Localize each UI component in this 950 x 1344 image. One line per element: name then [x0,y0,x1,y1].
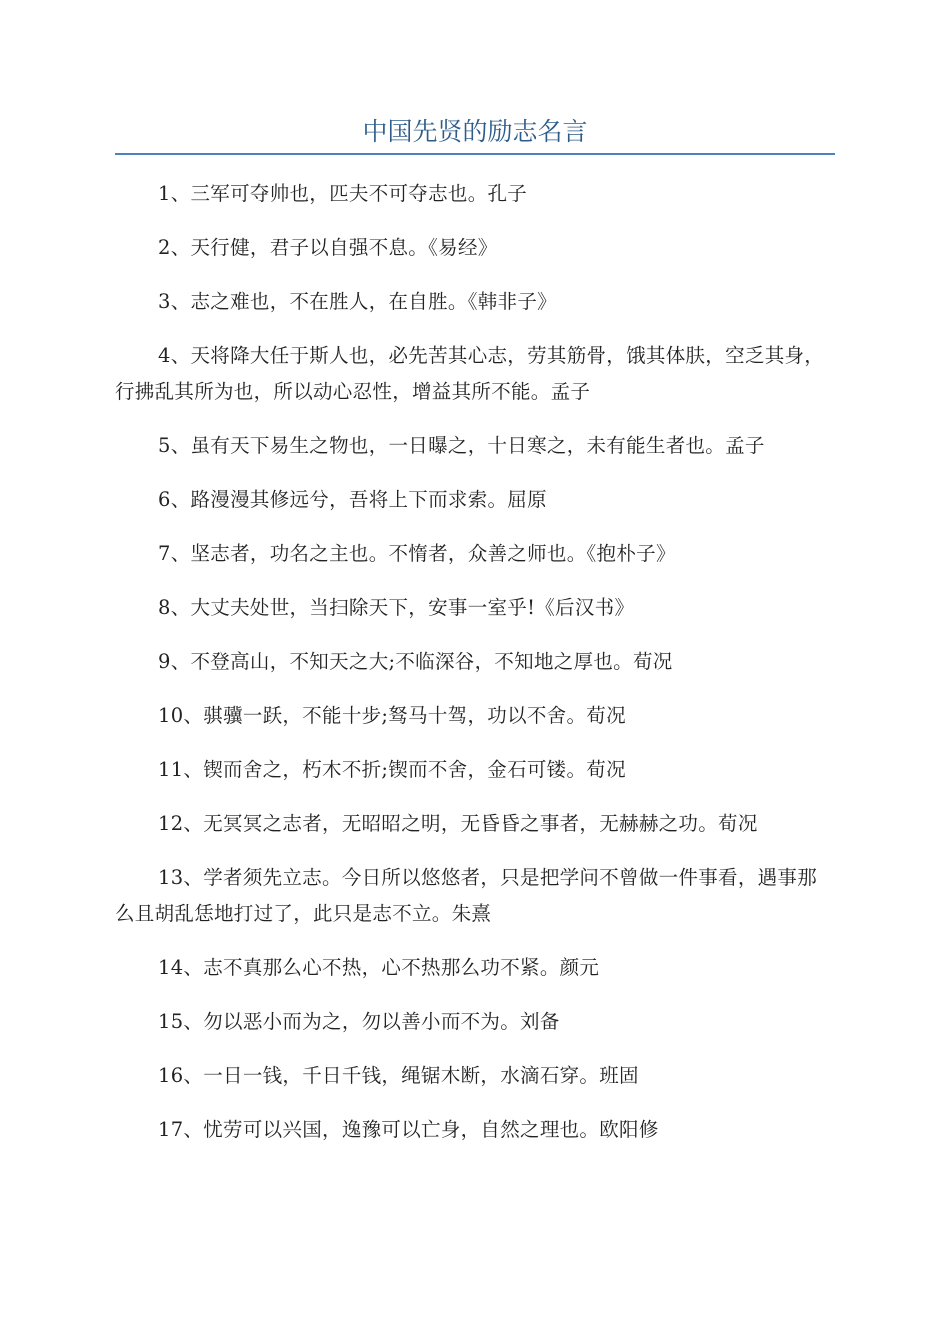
quote-item: 9、不登高山，不知天之大;不临深谷，不知地之厚也。荀况 [158,650,673,673]
quote-item: 13、学者须先立志。今日所以悠悠者，只是把学问不曾做一件事看，遇事那么且胡乱恁地打过了，此只是志不立。朱熹 [115,866,818,925]
quote-item: 17、忧劳可以兴国，逸豫可以亡身，自然之理也。欧阳修 [158,1118,659,1141]
quote-item: 2、天行健，君子以自强不息。《易经》 [158,236,498,259]
quote-item: 6、路漫漫其修远兮，吾将上下而求索。屈原 [158,488,547,511]
quote-item: 14、志不真那么心不热，心不热那么功不紧。颜元 [158,956,600,979]
quote-item: 7、坚志者，功名之主也。不惰者，众善之师也。《抱朴子》 [158,542,676,565]
quote-item: 11、锲而舍之，朽木不折;锲而不舍，金石可镂。荀况 [158,758,626,781]
quote-item: 15、勿以恶小而为之，勿以善小而不为。刘备 [158,1010,560,1033]
quote-list [115,176,835,1166]
quote-item: 1、三军可夺帅也，匹夫不可夺志也。孔子 [158,182,528,205]
quote-item: 8、大丈夫处世，当扫除天下，安事一室乎!《后汉书》 [158,596,635,619]
quote-item: 3、志之难也，不在胜人，在自胜。《韩非子》 [158,290,557,313]
quote-item: 5、虽有天下易生之物也，一日曝之，十日寒之，未有能生者也。孟子 [158,434,765,457]
quote-item: 16、一日一钱，千日千钱，绳锯木断，水滴石穿。班固 [158,1064,639,1087]
title-underline [115,153,835,155]
quote-item: 4、天将降大任于斯人也，必先苦其心志，劳其筋骨，饿其体肤，空乏其身，行拂乱其所为也，所以动心忍性，增益其所不能。孟子 [115,344,825,403]
page-title: 中国先贤的励志名言 [362,117,588,146]
quote-item: 10、骐骥一跃，不能十步;驽马十驾，功以不舍。荀况 [158,704,626,727]
quote-item: 12、无冥冥之志者，无昭昭之明，无昏昏之事者，无赫赫之功。荀况 [158,812,758,835]
